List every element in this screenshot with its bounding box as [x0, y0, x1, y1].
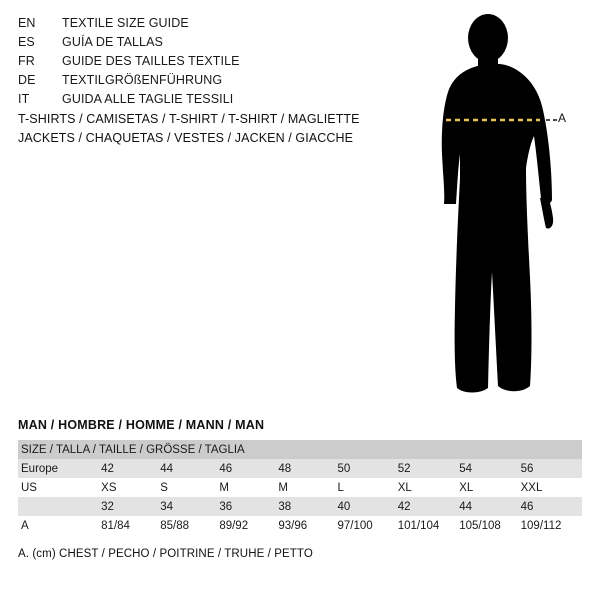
- table-cell: 109/112: [521, 516, 582, 535]
- language-code: EN: [18, 16, 36, 30]
- table-cell: 101/104: [398, 516, 459, 535]
- table-row: [18, 516, 582, 535]
- table-header-row: [18, 440, 582, 459]
- table-group-title: MAN / HOMBRE / HOMME / MANN / MAN: [18, 418, 265, 432]
- table-cell: 48: [278, 459, 337, 478]
- table-cell: 105/108: [459, 516, 520, 535]
- row-label: US: [18, 478, 101, 497]
- table-cell: 97/100: [337, 516, 397, 535]
- table-cell: 32: [101, 497, 160, 516]
- row-label: [18, 497, 101, 516]
- language-row: [18, 92, 418, 111]
- table-cell: 46: [521, 497, 582, 516]
- table-cell: 40: [337, 497, 397, 516]
- row-label: A: [18, 516, 101, 535]
- language-row: [18, 35, 418, 54]
- language-row: [18, 54, 418, 73]
- table-row: [18, 459, 582, 478]
- table-cell: M: [219, 478, 278, 497]
- language-code: ES: [18, 35, 35, 49]
- table-cell: 44: [459, 497, 520, 516]
- table-row: [18, 478, 582, 497]
- table-cell: 89/92: [219, 516, 278, 535]
- language-title: TEXTILGRÖßENFÜHRUNG: [62, 73, 223, 87]
- table-cell: S: [160, 478, 219, 497]
- language-code: DE: [18, 73, 36, 87]
- table-cell: 44: [160, 459, 219, 478]
- table-cell: 93/96: [278, 516, 337, 535]
- language-title: TEXTILE SIZE GUIDE: [62, 16, 189, 30]
- language-title: GUIDE DES TAILLES TEXTILE: [62, 54, 240, 68]
- row-label: Europe: [18, 459, 101, 478]
- table-cell: 54: [459, 459, 520, 478]
- table-cell: 36: [219, 497, 278, 516]
- language-row: [18, 16, 418, 35]
- language-code: IT: [18, 92, 30, 106]
- table-footnote: A. (cm) CHEST / PECHO / POITRINE / TRUHE / PETTO: [18, 548, 313, 560]
- garment-category: JACKETS / CHAQUETAS / VESTES / JACKEN / GIACCHE: [18, 131, 354, 145]
- silhouette-icon: [400, 8, 600, 408]
- table-cell: XL: [459, 478, 520, 497]
- language-title: GUÍA DE TALLAS: [62, 35, 163, 49]
- language-list: [18, 16, 418, 111]
- table-row: [18, 497, 582, 516]
- table-cell: XL: [398, 478, 459, 497]
- male-silhouette-figure: [400, 8, 600, 408]
- table-cell: 42: [101, 459, 160, 478]
- table-cell: M: [278, 478, 337, 497]
- table-cell: XXL: [521, 478, 582, 497]
- table-cell: 38: [278, 497, 337, 516]
- table-cell: 85/88: [160, 516, 219, 535]
- size-table: [18, 440, 582, 535]
- language-row: [18, 73, 418, 92]
- language-code: FR: [18, 54, 35, 68]
- table-cell: 46: [219, 459, 278, 478]
- table-cell: L: [337, 478, 397, 497]
- table-cell: 52: [398, 459, 459, 478]
- table-cell: 42: [398, 497, 459, 516]
- measure-point-label-a: A: [558, 111, 567, 125]
- table-cell: 34: [160, 497, 219, 516]
- table-cell: 50: [337, 459, 397, 478]
- table-cell: 56: [521, 459, 582, 478]
- table-cell: 81/84: [101, 516, 160, 535]
- table-cell: XS: [101, 478, 160, 497]
- garment-category-list: [18, 110, 438, 148]
- language-title: GUIDA ALLE TAGLIE TESSILI: [62, 92, 234, 106]
- garment-category: T-SHIRTS / CAMISETAS / T-SHIRT / T-SHIRT / MAGLIETTE: [18, 112, 360, 126]
- table-header-label: SIZE / TALLA / TAILLE / GRÖSSE / TAGLIA: [18, 440, 582, 459]
